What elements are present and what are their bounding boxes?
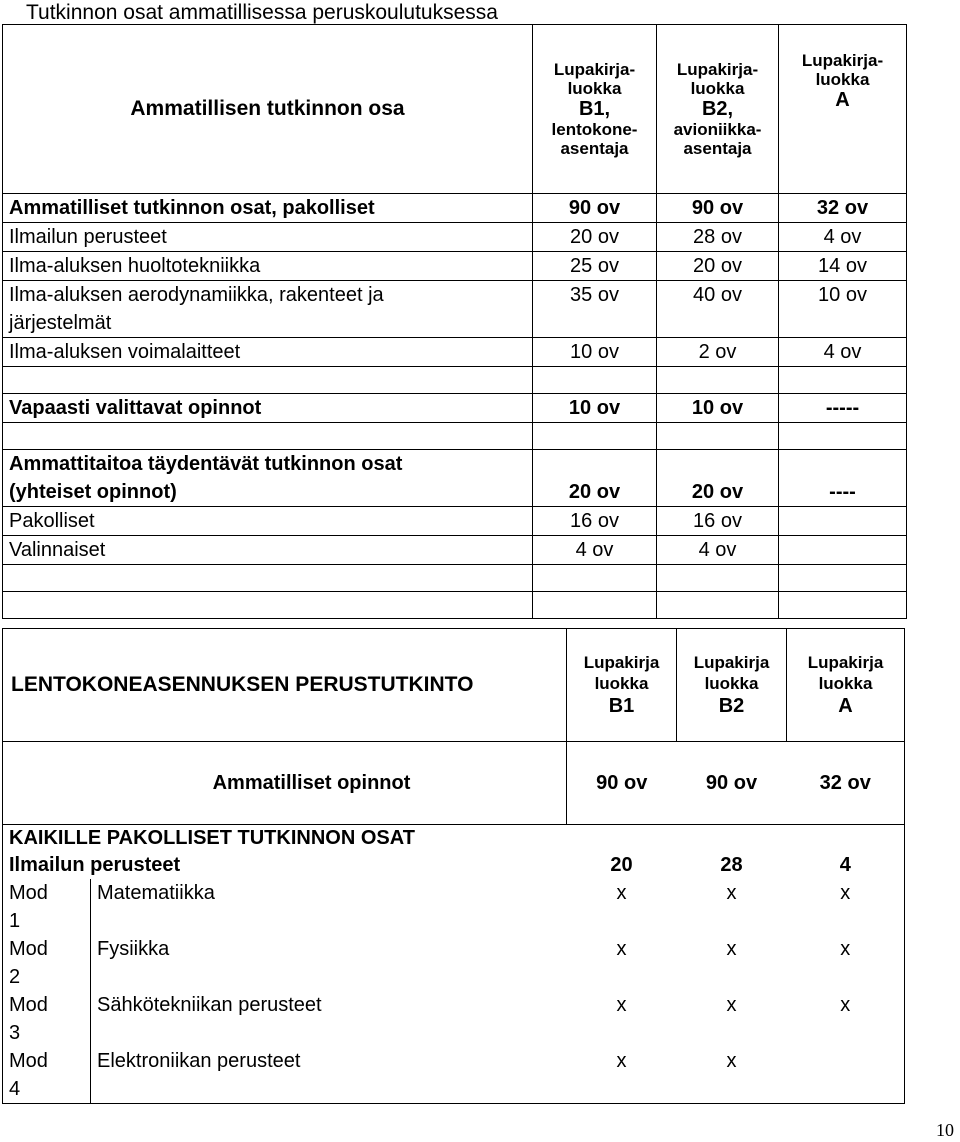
- cell-b2: 28: [720, 854, 743, 876]
- cell-b1: 90 ov: [533, 194, 657, 223]
- cell-b2: 20 ov: [657, 450, 779, 507]
- table-row: [3, 450, 907, 507]
- cell-a: x: [787, 879, 905, 935]
- cell-b2: 90 ov: [677, 742, 787, 825]
- cell-b2: 20 ov: [657, 252, 779, 281]
- row-label: Ammatilliset opinnot: [3, 742, 567, 825]
- header-b2: Lupakirja luokka B2: [677, 629, 787, 742]
- cell-a: [779, 536, 907, 565]
- cell-b1: 35 ov: [533, 281, 657, 338]
- row-label: Ilma-aluksen huoltotekniikka: [3, 252, 533, 281]
- cell-a: 4 ov: [779, 338, 907, 367]
- row-label: Ilma-aluksen voimalaitteet: [3, 338, 533, 367]
- cell-b2: 10 ov: [657, 394, 779, 423]
- header-b1: Lupakirja luokka B1: [567, 629, 677, 742]
- cell-b1: x: [616, 938, 627, 960]
- row-label: Ilmailun perusteet: [3, 223, 533, 252]
- cell-a: 4: [787, 851, 905, 879]
- mod-name: Elektroniikan perusteet: [91, 1047, 567, 1104]
- mod-name: Sähkötekniikan perusteet: [91, 991, 567, 1047]
- section-heading: KAIKILLE PAKOLLISET TUTKINNON OSAT: [3, 825, 905, 852]
- table-row-mod: [3, 1047, 905, 1104]
- cell-b2: 4 ov: [657, 536, 779, 565]
- cell-b1: 4 ov: [533, 536, 657, 565]
- cell-a: x: [787, 991, 905, 1047]
- cell-b2: 90 ov: [657, 194, 779, 223]
- cell-b1: 10 ov: [533, 338, 657, 367]
- header-tutkinnon-osa: Ammatillisen tutkinnon osa: [3, 25, 533, 194]
- cell-b2: 16 ov: [657, 507, 779, 536]
- cell-b2: x: [726, 938, 737, 960]
- cell-b2: 2 ov: [657, 338, 779, 367]
- row-label: Ilma-aluksen aerodynamiikka, rakenteet ja järjestelmät: [3, 281, 533, 338]
- cell-b1: 25 ov: [533, 252, 657, 281]
- page-number: 10: [936, 1120, 954, 1140]
- header-perustutkinto: LENTOKONEASENNUKSEN PERUSTUTKINTO: [3, 629, 567, 742]
- header-a: Lupakirja- luokka A: [779, 25, 907, 194]
- cell-b2: 28 ov: [657, 223, 779, 252]
- cell-b1: 90 ov: [567, 742, 677, 825]
- cell-b1: 20 ov: [533, 223, 657, 252]
- cell-b2: x: [677, 1047, 787, 1104]
- mod-name: Fysiikka: [91, 935, 567, 991]
- cell-a: [779, 507, 907, 536]
- cell-b1: 16 ov: [533, 507, 657, 536]
- cell-a: 32 ov: [787, 742, 905, 825]
- row-label: Ilmailun perusteet: [3, 851, 567, 879]
- cell-b1: 10 ov: [533, 394, 657, 423]
- mod-number: Mod 3: [3, 991, 91, 1047]
- cell-b2: 40 ov: [657, 281, 779, 338]
- cell-b1: 20 ov: [533, 450, 657, 507]
- page-title: Tutkinnon osat ammatillisessa peruskoulutuksessa: [26, 1, 498, 24]
- table-row-kaikille: [3, 825, 905, 852]
- table-tutkinnon-osat: [2, 24, 907, 619]
- cell-a: 10 ov: [779, 281, 907, 338]
- table-header-row: [3, 25, 907, 194]
- row-label: Vapaasti valittavat opinnot: [3, 394, 533, 423]
- table-row: [3, 338, 907, 367]
- empty-row: [3, 565, 907, 592]
- header-b2: Lupakirja- luokka B2, avioniikka- asentaja: [657, 25, 779, 194]
- cell-a: 32 ov: [779, 194, 907, 223]
- cell-b1: x: [616, 882, 627, 904]
- mod-number: Mod 2: [3, 935, 91, 991]
- table-header-row: [3, 629, 905, 742]
- table-row-perusteet: [3, 851, 905, 879]
- header-a: Lupakirja luokka A: [787, 629, 905, 742]
- table-row: [3, 252, 907, 281]
- table-row-mod: [3, 935, 905, 991]
- cell-a: 4 ov: [779, 223, 907, 252]
- header-b1: Lupakirja- luokka B1, lentokone- asentaja: [533, 25, 657, 194]
- cell-b1: x: [616, 994, 627, 1016]
- empty-row: [3, 592, 907, 619]
- table-row-mod: [3, 991, 905, 1047]
- table-row-mod: [3, 879, 905, 935]
- cell-a: ----: [779, 450, 907, 507]
- table-row: [3, 394, 907, 423]
- cell-b2: x: [726, 882, 737, 904]
- row-label: Ammatilliset tutkinnon osat, pakolliset: [3, 194, 533, 223]
- row-label: Pakolliset: [3, 507, 533, 536]
- table-row: [3, 536, 907, 565]
- table-row-ammatilliset: [3, 742, 905, 825]
- cell-b1: 20: [610, 854, 633, 876]
- table-lentokoneasennus: [2, 628, 905, 1104]
- cell-a: -----: [779, 394, 907, 423]
- row-label: Valinnaiset: [3, 536, 533, 565]
- row-label: Ammattitaitoa täydentävät tutkinnon osat (yhteiset opinnot): [3, 450, 533, 507]
- mod-number: Mod 1: [3, 879, 91, 935]
- cell-a: x: [787, 935, 905, 991]
- table-row: [3, 223, 907, 252]
- cell-a: 14 ov: [779, 252, 907, 281]
- cell-a: [787, 1047, 905, 1104]
- table-row: [3, 281, 907, 338]
- table-row: [3, 194, 907, 223]
- mod-number: Mod 4: [3, 1047, 91, 1104]
- empty-row: [3, 423, 907, 450]
- cell-b1: x: [567, 1047, 677, 1104]
- empty-row: [3, 367, 907, 394]
- table-row: [3, 507, 907, 536]
- cell-b2: x: [726, 994, 737, 1016]
- mod-name: Matematiikka: [91, 879, 567, 935]
